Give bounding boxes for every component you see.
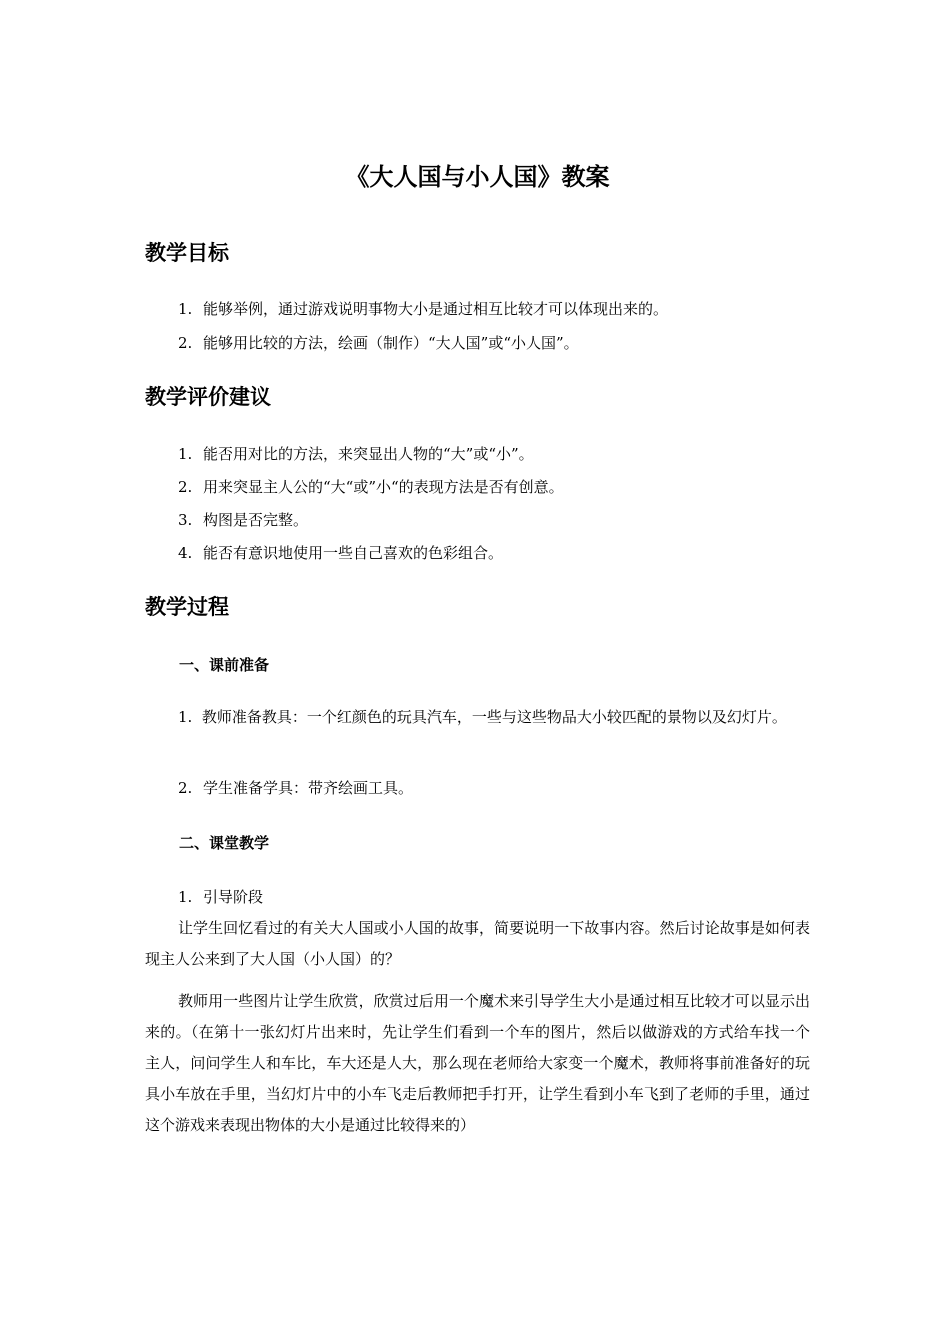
paragraph: 让学生回忆看过的有关大人国或小人国的故事，简要说明一下故事内容。然后讨论故事是如何表现主人公来到了大人国（小人国）的？ xyxy=(145,919,810,968)
section-heading-teaching-process: 教学过程 xyxy=(145,595,229,619)
list-text: 引导阶段 xyxy=(203,888,264,906)
section-heading-teaching-goals: 教学目标 xyxy=(145,241,229,265)
list-number: 2. xyxy=(178,478,193,496)
list-number: 1. xyxy=(178,300,193,318)
list-text: 能否有意识地使用一些自己喜欢的色彩组合。 xyxy=(203,544,504,562)
paragraph: 教师用一些图片让学生欣赏，欣赏过后用一个魔术来引导学生大小是通过相互比较才可以显示出来的。（在第十一张幻灯片出来时，先让学生们看到一个车的图片，然后以做游戏的方式给车找一个主人，问问学生人和车比，车大还是人大，那么现在老师给大家变一个魔术，教师将事前准备好的玩具小车放在手里，当幻灯片中的小车飞走后教师把手打开，让学生看到小车飞到了老师的手里，通过这个游戏来表现出物体的大小是通过比较得来的） xyxy=(145,992,810,1134)
list-text: 能够用比较的方法，绘画（制作）“大人国”或“小人国”。 xyxy=(203,334,579,352)
list-item xyxy=(178,886,263,908)
list-item xyxy=(178,476,564,498)
list-text: 能够举例，通过游戏说明事物大小是通过相互比较才可以体现出来的。 xyxy=(203,300,669,318)
list-text: 教师准备教具：一个红颜色的玩具汽车，一些与这些物品大小较匹配的景物以及幻灯片。 xyxy=(192,708,787,726)
list-number: 2. xyxy=(178,779,193,797)
list-number: 4. xyxy=(178,544,193,562)
section-heading-evaluation: 教学评价建议 xyxy=(145,385,271,409)
list-number: 1. xyxy=(178,445,193,463)
list-item xyxy=(178,443,534,465)
list-number: 2. xyxy=(178,334,193,352)
list-item xyxy=(178,298,668,320)
list-item-wrapped xyxy=(145,702,810,733)
list-text: 用来突显主人公的“大“或”小“的表现方法是否有创意。 xyxy=(203,478,564,496)
list-number: 1. xyxy=(178,708,193,726)
subsection-heading-classroom: 二、课堂教学 xyxy=(179,834,270,852)
list-item xyxy=(178,542,503,564)
list-item xyxy=(178,777,413,799)
subsection-heading-preparation: 一、课前准备 xyxy=(179,656,270,674)
document-title: 《大人国与小人国》教案 xyxy=(345,163,610,191)
list-number: 3. xyxy=(178,511,193,529)
list-text: 能否用对比的方法，来突显出人物的“大”或“小”。 xyxy=(203,445,534,463)
list-item xyxy=(178,332,579,354)
list-item xyxy=(178,509,308,531)
list-text: 构图是否完整。 xyxy=(203,511,309,529)
list-text: 学生准备学具：带齐绘画工具。 xyxy=(203,779,414,797)
list-number: 1. xyxy=(178,888,193,906)
